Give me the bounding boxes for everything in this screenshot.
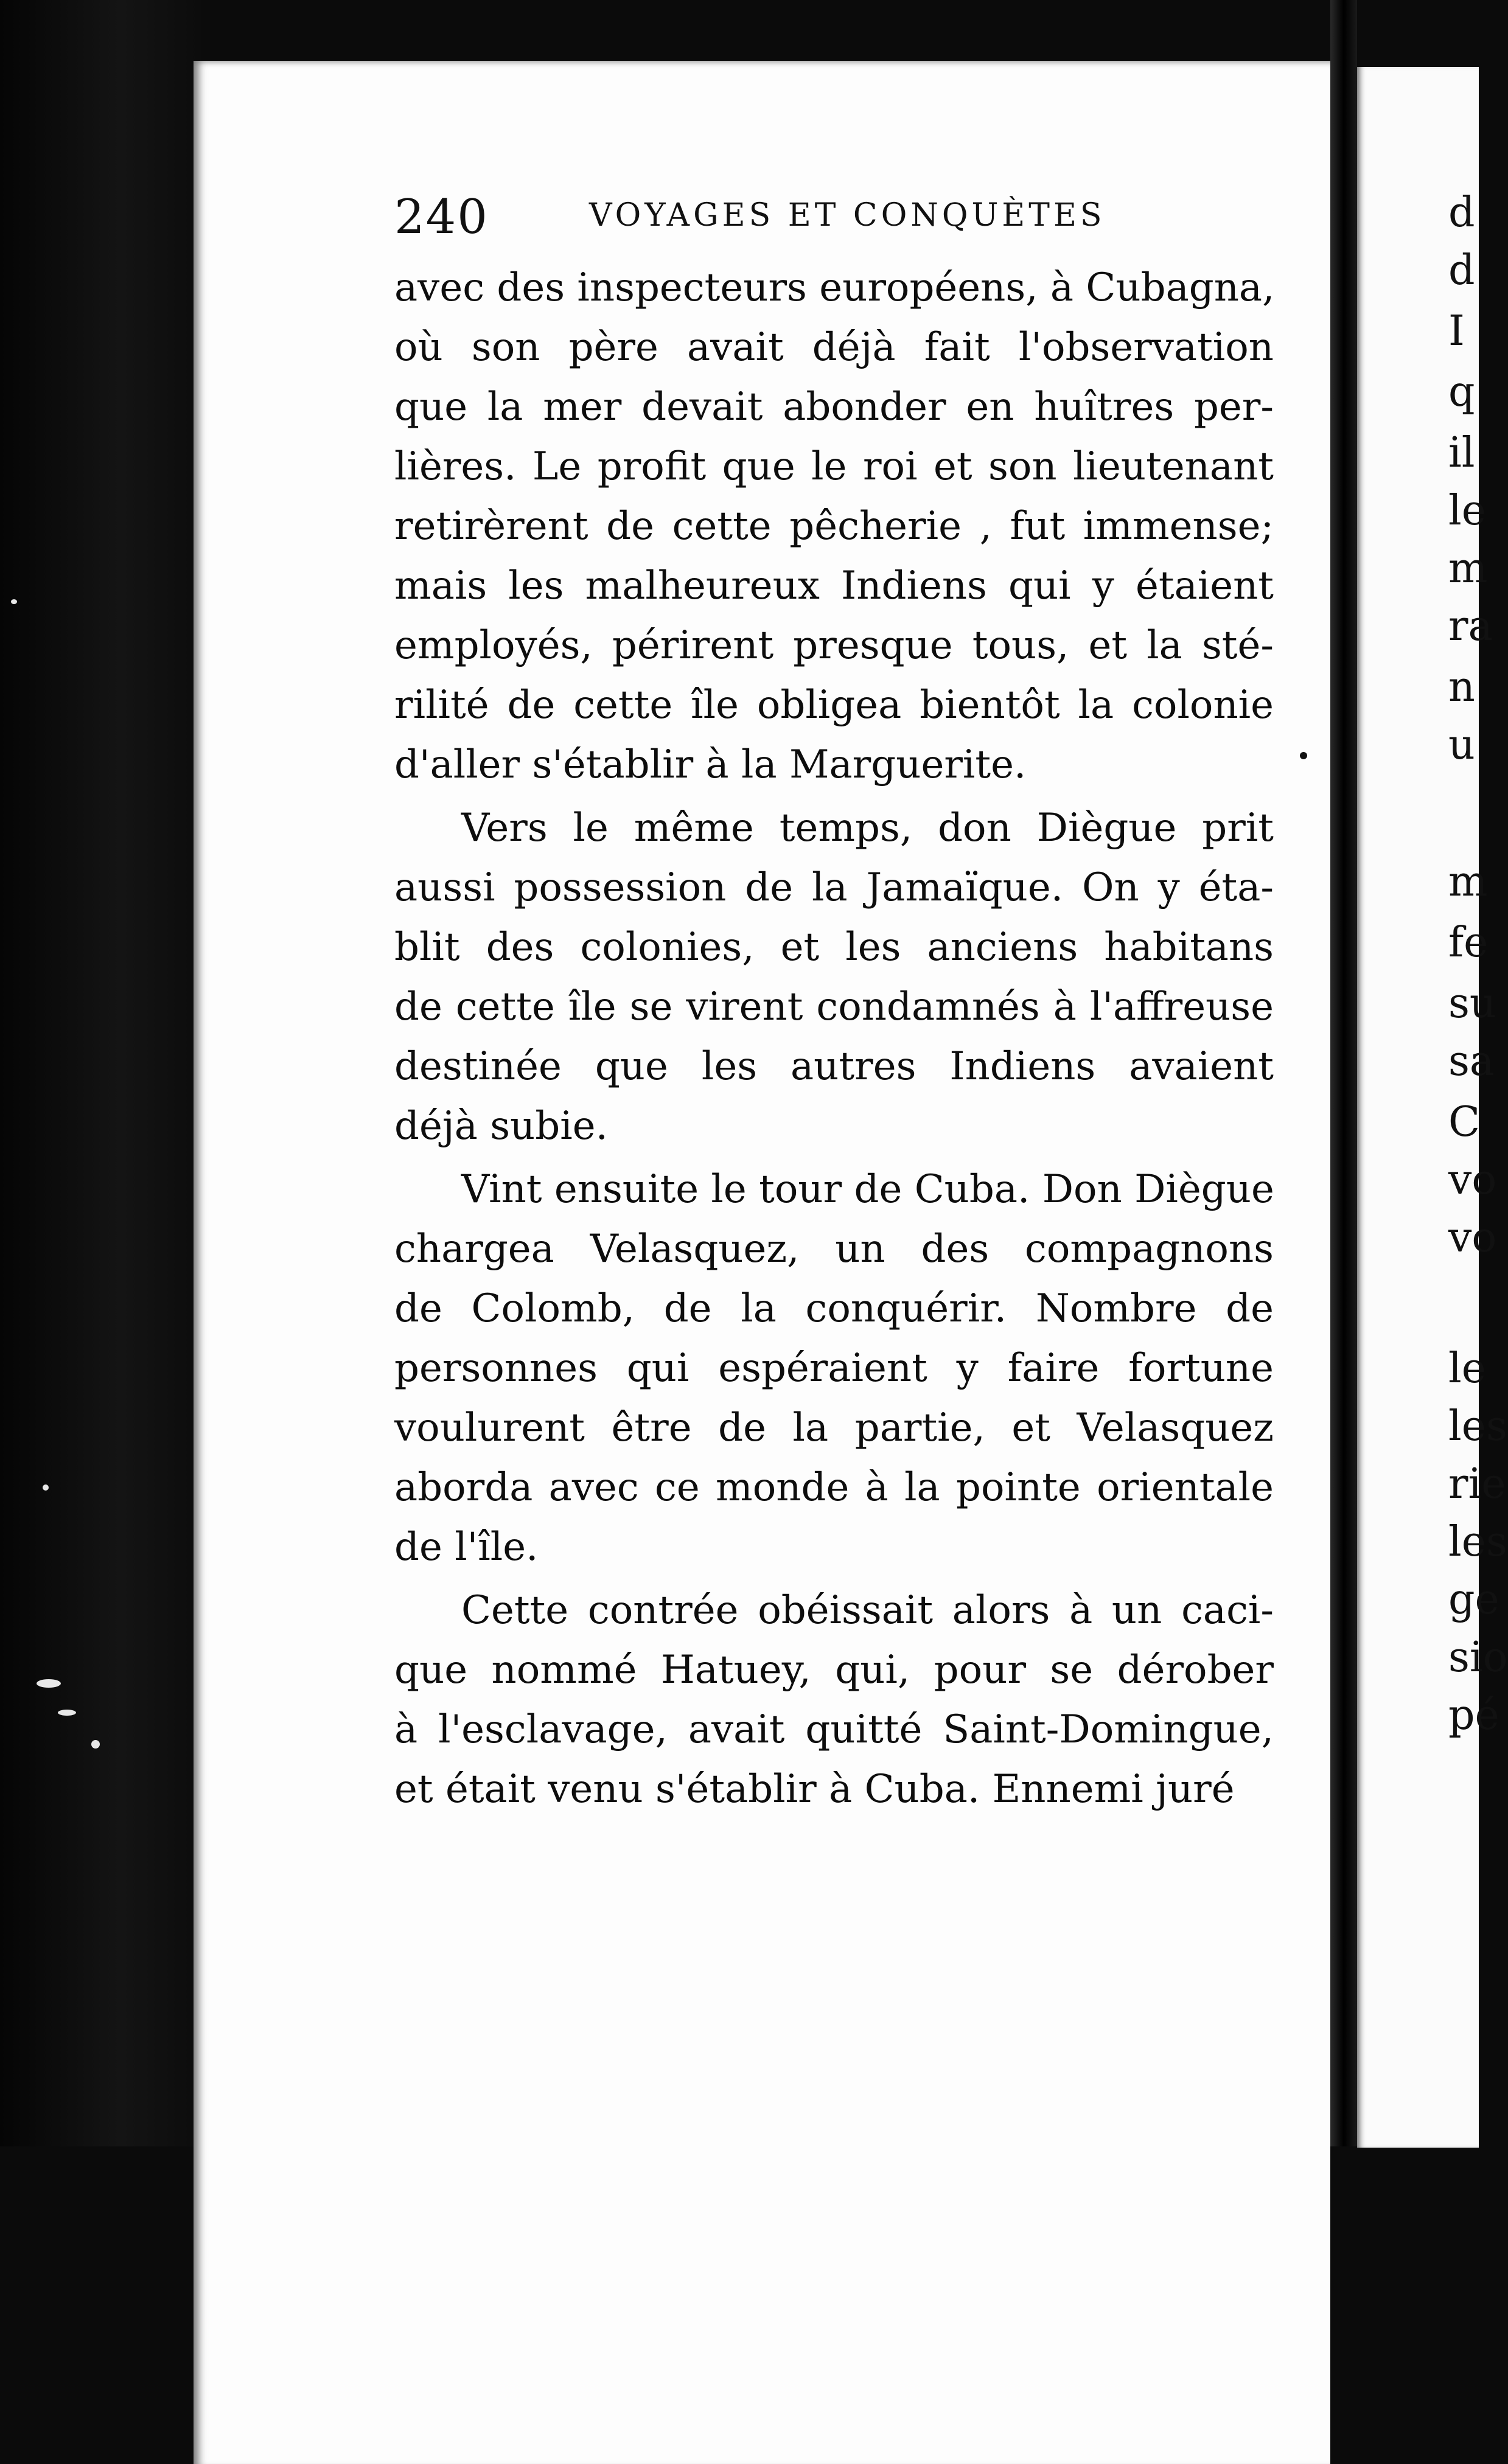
text-line: rilité de cette île obligea bientôt la colonie: [394, 683, 1274, 728]
facing-page-fragment: u: [1448, 721, 1475, 769]
facing-page-fragment: fe: [1448, 919, 1489, 967]
text-line: employés, périrent presque tous, et la sté-: [394, 623, 1274, 668]
facing-page-fragment: m: [1448, 545, 1488, 593]
facing-page-fragment: C: [1448, 1098, 1481, 1146]
paper-speck: [37, 1679, 61, 1688]
page-header: [394, 190, 1271, 257]
facing-page-fragment: m: [1448, 858, 1488, 906]
text-line: mais les malheureux Indiens qui y étaient: [394, 563, 1274, 608]
page-number: 240: [394, 190, 489, 245]
left-binding-edge: [0, 0, 201, 2146]
facing-page-fragment: le: [1448, 1345, 1486, 1393]
text-line: d'aller s'établir à la Marguerite.: [394, 742, 1027, 787]
text-line: où son père avait déjà fait l'observation: [394, 325, 1274, 370]
paper-speck: [11, 599, 17, 604]
text-line: retirèrent de cette pêcherie , fut immense;: [394, 504, 1274, 549]
text-line: déjà subie.: [394, 1104, 608, 1149]
text-line: avec des inspecteurs européens, à Cubagna,: [394, 265, 1275, 310]
text-line: Vers le même temps, don Diègue prit: [461, 806, 1274, 851]
text-line: de Colomb, de la conquérir. Nombre de: [394, 1286, 1274, 1331]
facing-page-fragment: vo: [1448, 1214, 1497, 1262]
text-line: de l'île.: [394, 1525, 539, 1570]
paper-speck: [91, 1740, 100, 1749]
facing-page-fragment: sa: [1448, 1037, 1495, 1085]
text-line: que la mer devait abonder en huîtres per-: [394, 385, 1274, 430]
facing-page-fragment: vo: [1448, 1156, 1497, 1204]
facing-page-fragment: pé: [1448, 1691, 1499, 1739]
text-line: personnes qui espéraient y faire fortune: [394, 1346, 1274, 1391]
margin-mark: [1300, 752, 1307, 759]
facing-page-fragment: sio: [1448, 1634, 1508, 1682]
text-line: Vint ensuite le tour de Cuba. Don Diègue: [461, 1167, 1274, 1212]
facing-page-fragment: les: [1448, 1402, 1507, 1450]
text-line: blit des colonies, et les anciens habitans: [394, 925, 1274, 970]
facing-page-fragment: I: [1448, 307, 1465, 355]
facing-page-fragment: d: [1448, 189, 1475, 237]
text-line: voulurent être de la partie, et Velasquez: [394, 1405, 1274, 1450]
facing-page-fragment: les: [1448, 1518, 1507, 1566]
book-gutter: [1330, 0, 1357, 2146]
facing-page-fragment: il: [1448, 429, 1475, 477]
facing-page-fragment: su: [1448, 980, 1496, 1028]
facing-page-fragment: q: [1448, 368, 1475, 416]
paper-speck: [58, 1710, 76, 1716]
facing-page-fragment: ge: [1448, 1576, 1499, 1624]
text-line: que nommé Hatuey, qui, pour se dérober: [394, 1648, 1274, 1693]
text-line: Cette contrée obéissait alors à un caci-: [461, 1588, 1274, 1633]
paper-speck: [43, 1484, 49, 1491]
facing-page-fragment: n: [1448, 663, 1475, 711]
body-text: [394, 258, 1274, 1819]
text-line: aussi possession de la Jamaïque. On y éta-: [394, 865, 1274, 910]
text-line: destinée que les autres Indiens avaient: [394, 1044, 1274, 1089]
facing-page-fragment: le: [1448, 487, 1486, 535]
text-line: aborda avec ce monde à la pointe orientale: [394, 1465, 1274, 1510]
running-head: VOYAGES ET CONQUÈTES: [589, 197, 1106, 234]
facing-page: [1357, 67, 1508, 2148]
facing-page-fragment: rie: [1448, 1460, 1506, 1508]
text-line: et était venu s'établir à Cuba. Ennemi juré: [394, 1767, 1235, 1812]
text-line: chargea Velasquez, un des compagnons: [394, 1227, 1274, 1272]
text-line: de cette île se virent condamnés à l'affreuse: [394, 984, 1274, 1029]
facing-page-fragment: d: [1448, 246, 1475, 294]
facing-page-fragment: ra: [1448, 602, 1493, 650]
text-line: lières. Le profit que le roi et son lieutenant: [394, 444, 1274, 489]
text-line: à l'esclavage, avait quitté Saint-Domingue,: [394, 1707, 1274, 1752]
